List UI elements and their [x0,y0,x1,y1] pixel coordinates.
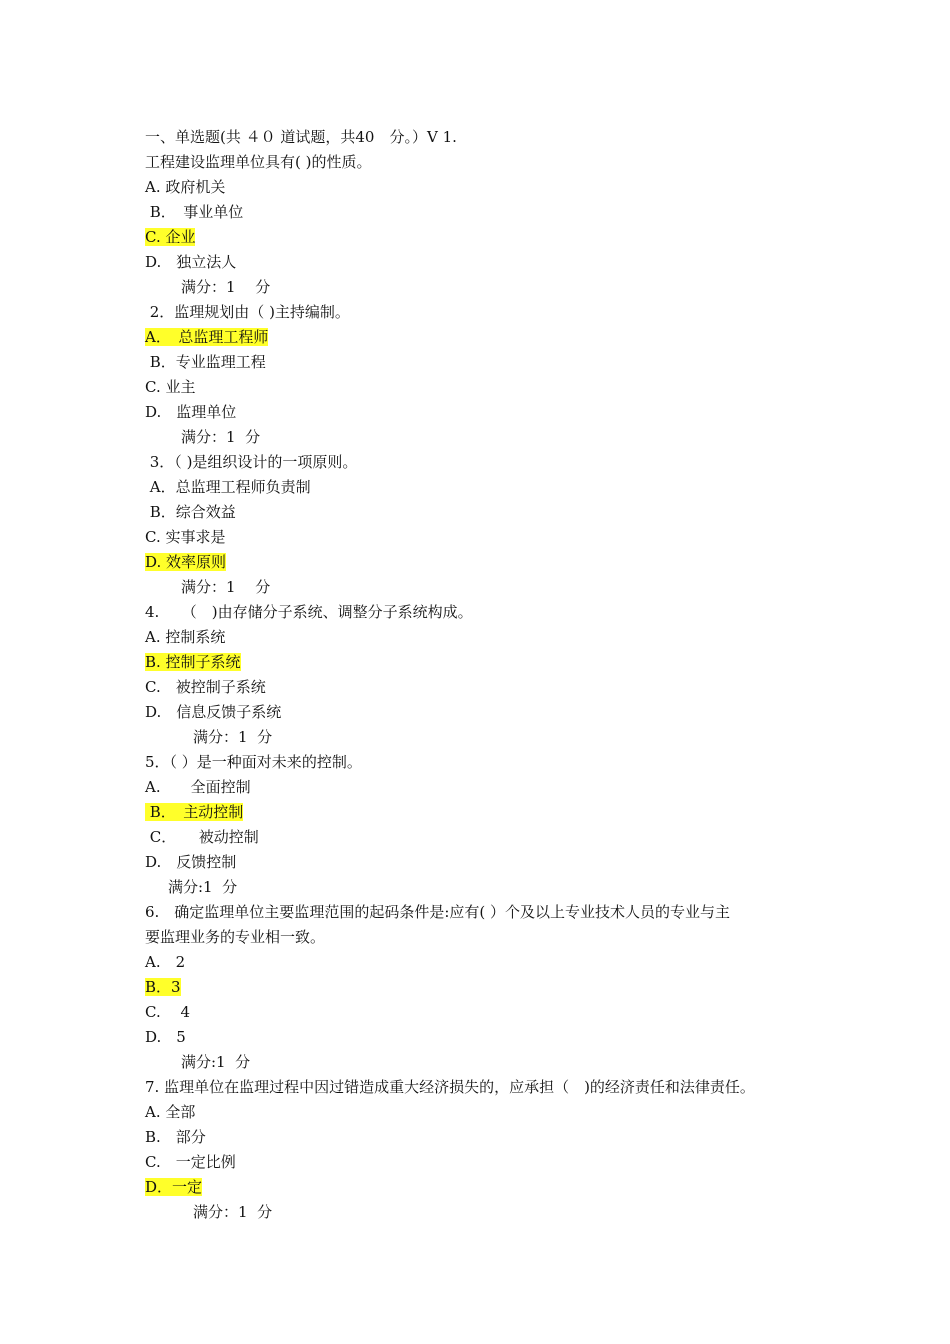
question-4-score: 满分：1 分 [193,728,273,746]
question-2-score: 满分：1 分 [181,428,261,446]
highlighted-answer: B. 控制子系统 [145,653,241,671]
question-5-stem: 5．（ ）是一种面对未来的控制。 [145,753,362,771]
question-2-option-d: D. 监理单位 [145,403,237,421]
question-3-score: 满分：1 分 [181,578,271,596]
question-5-score: 满分:1 分 [168,878,238,896]
question-7-option-b: B. 部分 [145,1128,206,1146]
question-6-stem: 6. 确定监理单位主要监理范围的起码条件是:应有( ）个及以上专业技术人员的专业与主 [145,903,730,921]
question-7-score: 满分：1 分 [193,1203,273,1221]
highlighted-answer: C. 企业 [145,228,196,246]
question-1-option-d: D. 独立法人 [145,253,237,271]
question-7-stem: 7. 监理单位在监理过程中因过错造成重大经济损失的，应承担（ )的经济责任和法律责任。 [145,1078,755,1096]
question-5-option-d: D. 反馈控制 [145,853,237,871]
question-3-option-a: A．总监理工程师负责制 [145,478,311,496]
question-1-score: 满分：1 分 [181,278,271,296]
section-header: 一、单选题(共 ４０ 道试题，共40 分。）V 1. [145,128,457,146]
question-4-option-a: A. 控制系统 [145,628,226,646]
question-2-stem: 2．监理规划由（ )主持编制。 [145,303,350,321]
question-1-option-c [145,225,195,250]
question-3-stem: 3．（ )是组织设计的一项原则。 [145,453,358,471]
question-1-option-b: B． 事业单位 [145,203,244,221]
question-1-option-a: A. 政府机关 [145,178,226,196]
question-6-stem-continued: 要监理业务的专业相一致。 [145,928,326,946]
highlighted-answer: D. 效率原则 [145,553,227,571]
question-4-option-b [145,650,241,675]
question-1-stem: 工程建设监理单位具有( )的性质。 [145,153,372,171]
question-5-option-b [145,800,243,825]
question-6-option-b [145,975,181,1000]
question-3-option-d [145,550,226,575]
question-2-option-c: C. 业主 [145,378,196,396]
question-5-option-c: C． 被动控制 [145,828,259,846]
question-2-option-b: B．专业监理工程 [145,353,266,371]
question-5-option-a: A. 全面控制 [145,778,251,796]
highlighted-answer: B．3 [145,978,181,996]
question-3-option-c: C. 实事求是 [145,528,226,546]
question-7-option-d [145,1175,202,1200]
question-6-option-d: D. 5 [145,1028,186,1046]
question-6-score: 满分:1 分 [181,1053,251,1071]
question-6-option-a: A. 2 [145,953,186,971]
question-2-option-a [145,325,268,350]
question-3-option-b: B．综合效益 [145,503,236,521]
question-4-option-c: C. 被控制子系统 [145,678,266,696]
question-6-option-c: C. 4 [145,1003,191,1021]
highlighted-answer: D．一定 [145,1178,203,1196]
highlighted-answer: A． 总监理工程师 [145,328,269,346]
question-4-option-d: D. 信息反馈子系统 [145,703,282,721]
question-4-stem: 4. （ )由存储分子系统、调整分子系统构成。 [145,603,473,621]
question-7-option-a: A. 全部 [145,1103,196,1121]
highlighted-answer: B． 主动控制 [145,803,244,821]
question-7-option-c: C. 一定比例 [145,1153,236,1171]
